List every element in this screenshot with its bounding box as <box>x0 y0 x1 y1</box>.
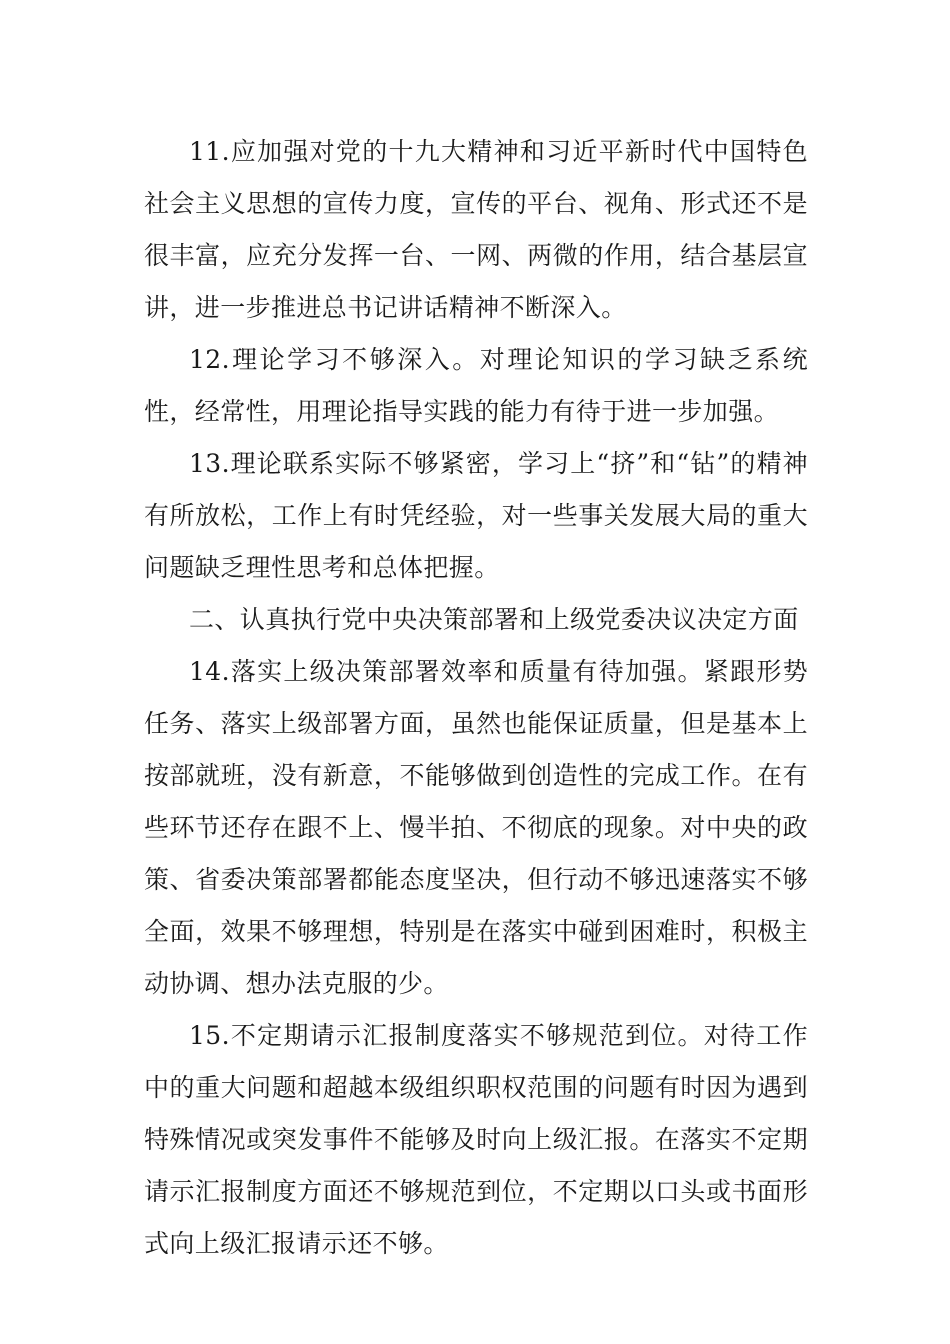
paragraph-11: 11.应加强对党的十九大精神和习近平新时代中国特色社会主义思想的宣传力度，宣传的平台、视角、形式还不是很丰富，应充分发挥一台、一网、两微的作用，结合基层宣讲，进一步推进总书记讲话精神不断深入。 <box>144 137 808 322</box>
paragraph-12: 12.理论学习不够深入。对理论知识的学习缺乏系统性，经常性，用理论指导实践的能力有待于进一步加强。 <box>144 345 808 426</box>
paragraph-14: 14.落实上级决策部署效率和质量有待加强。紧跟形势任务、落实上级部署方面，虽然也能保证质量，但是基本上按部就班，没有新意，不能够做到创造性的完成工作。在有些环节还存在跟不上、慢半拍、不彻底的现象。对中央的政策、省委决策部署都能态度坚决，但行动不够迅速落实不够全面，效果不够理想，特别是在落实中碰到困难时，积极主动协调、想办法克服的少。 <box>144 657 808 998</box>
paragraph-13: 13.理论联系实际不够紧密，学习上“挤”和“钻”的精神有所放松，工作上有时凭经验，对一些事关发展大局的重大问题缺乏理性思考和总体把握。 <box>144 449 808 582</box>
section-heading-2: 二、认真执行党中央决策部署和上级党委决议决定方面 <box>189 605 799 634</box>
document-body <box>144 126 808 1270</box>
paragraph-15: 15.不定期请示汇报制度落实不够规范到位。对待工作中的重大问题和超越本级组织职权范围的问题有时因为遇到特殊情况或突发事件不能够及时向上级汇报。在落实不定期请示汇报制度方面还不够规范到位，不定期以口头或书面形式向上级汇报请示还不够。 <box>144 1021 808 1258</box>
